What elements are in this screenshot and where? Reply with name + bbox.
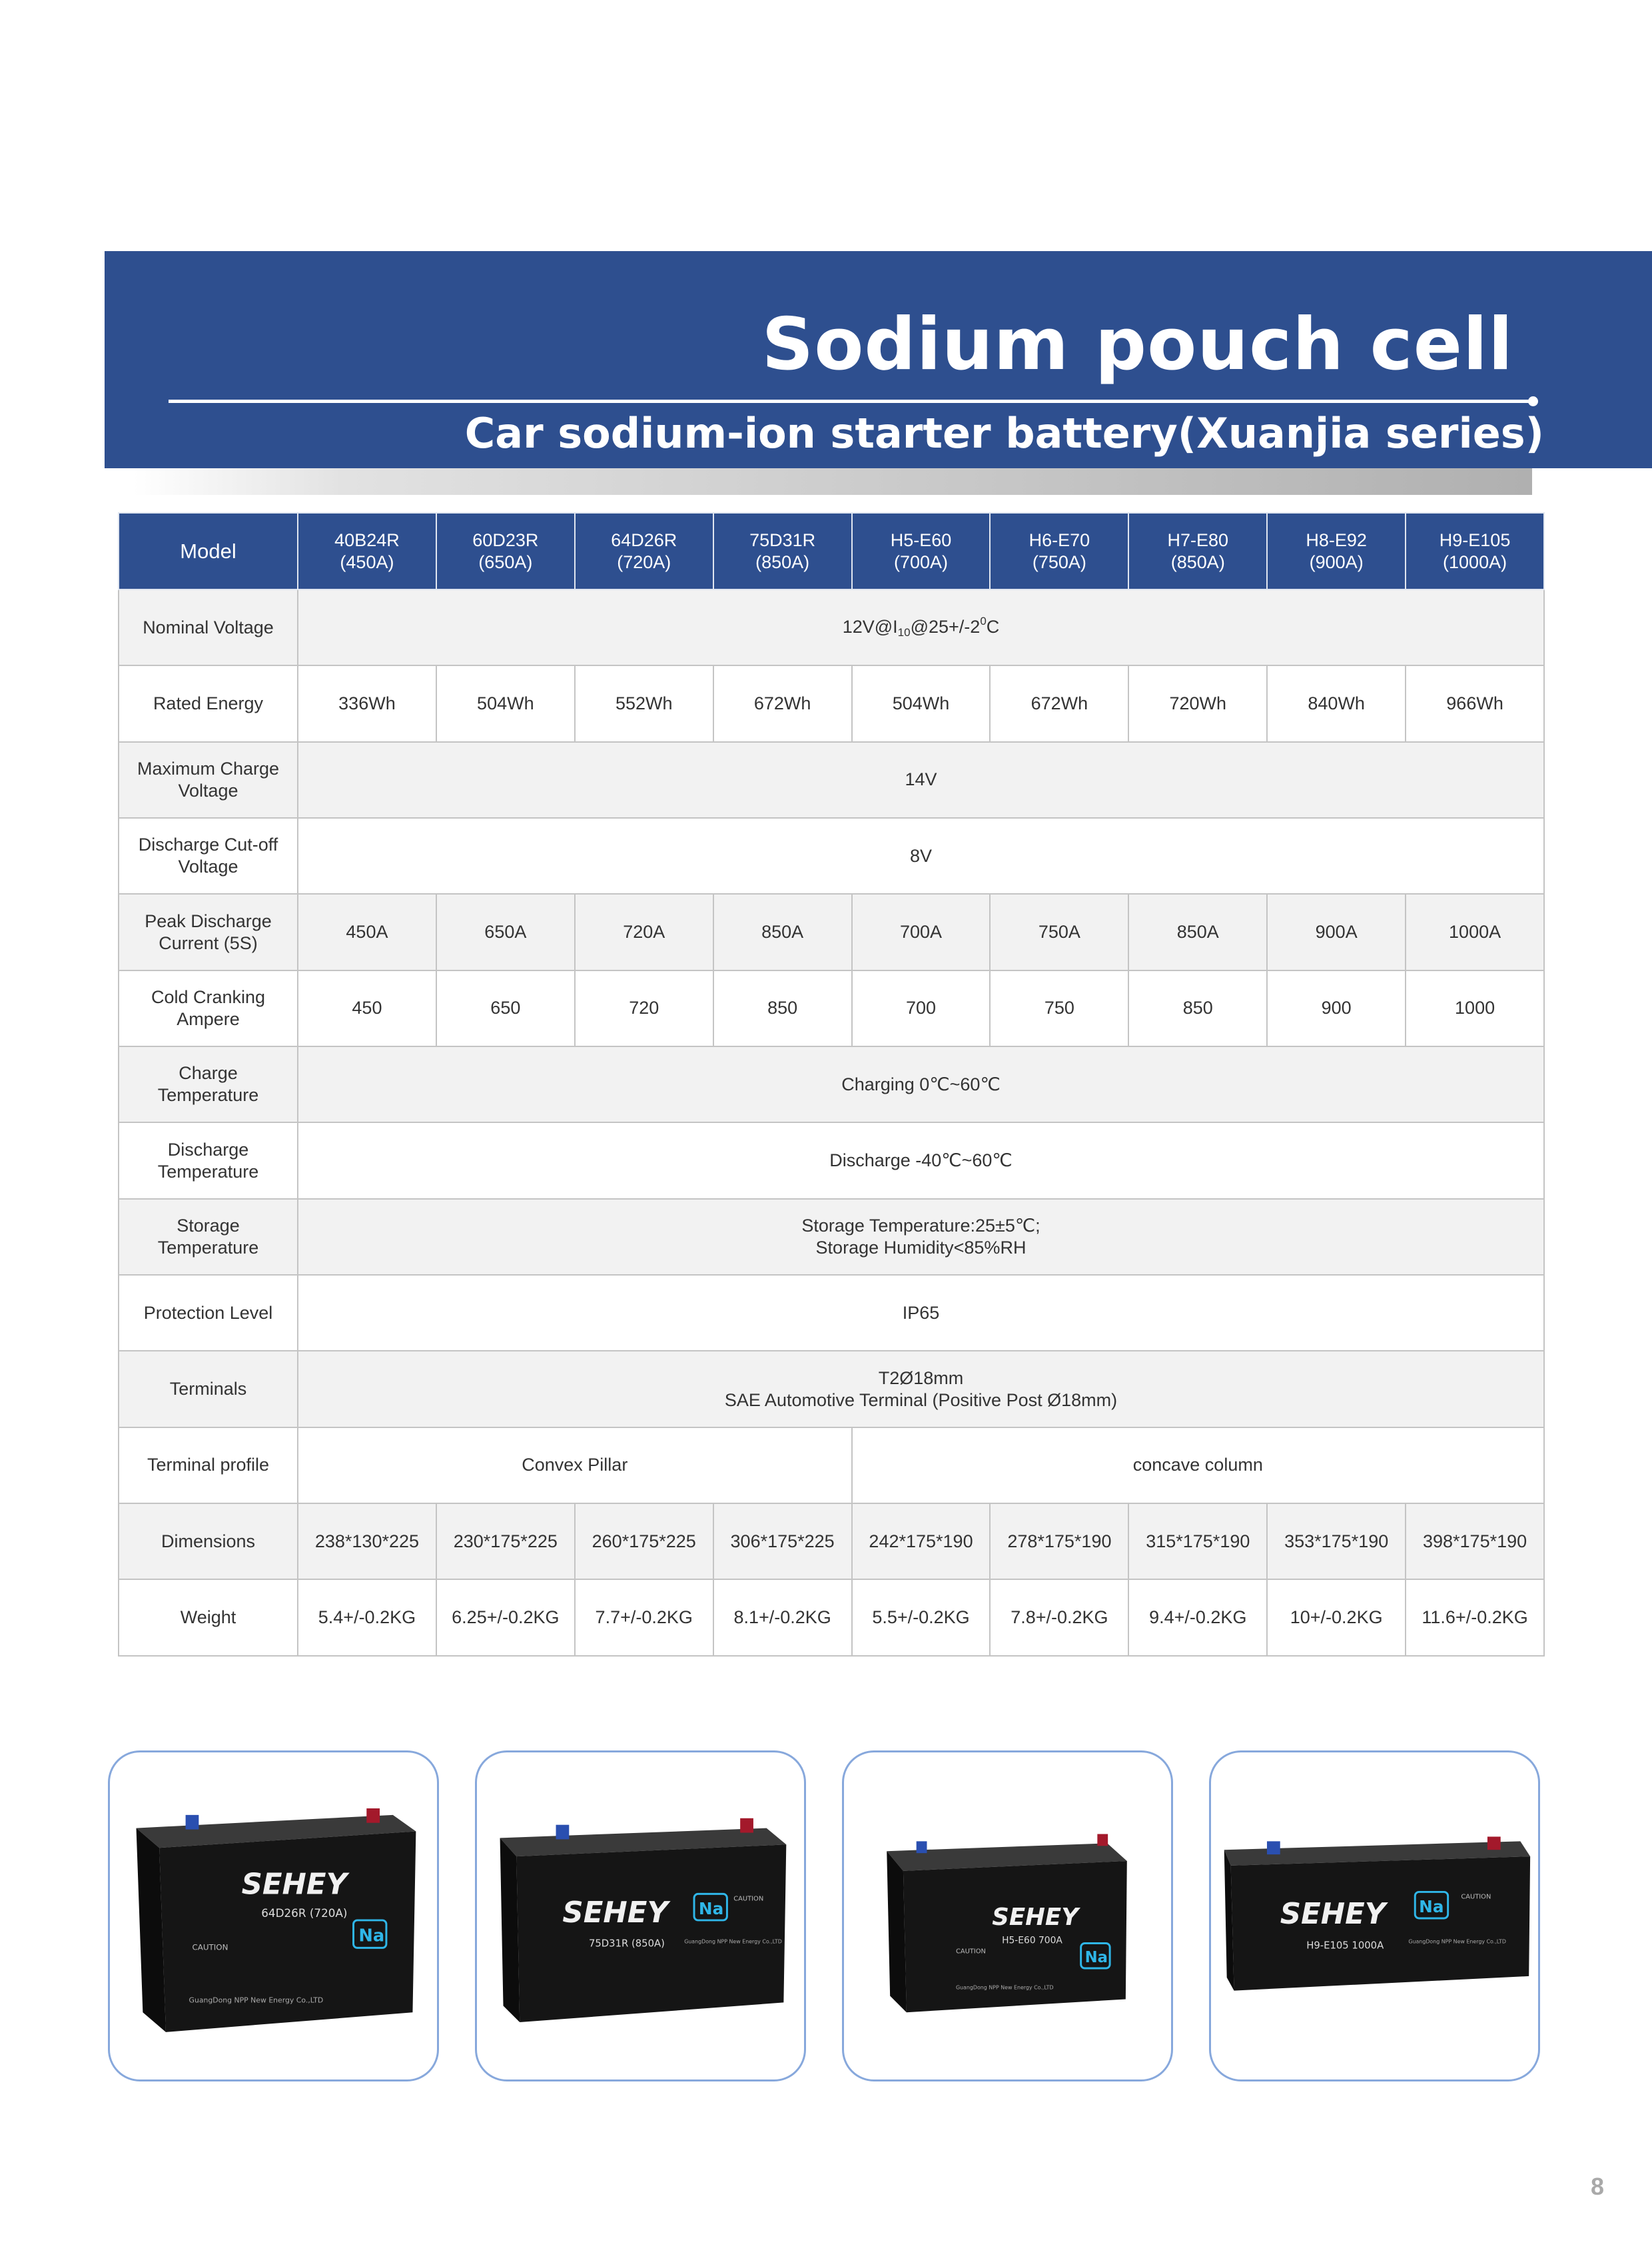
table-cell: 900 — [1267, 970, 1406, 1046]
title-divider-dot — [1528, 396, 1538, 406]
table-cell: 850A — [1128, 894, 1267, 970]
row-label: Nominal Voltage — [119, 589, 298, 665]
svg-text:SEHEY: SEHEY — [241, 1868, 348, 1902]
table-cell: 650A — [436, 894, 575, 970]
table-cell: 850 — [1128, 970, 1267, 1046]
svg-text:Na: Na — [1419, 1897, 1444, 1917]
svg-text:Na: Na — [1084, 1949, 1108, 1967]
svg-text:Na: Na — [698, 1899, 724, 1919]
table-row — [119, 1275, 1544, 1351]
table-cell: 336Wh — [298, 665, 436, 741]
row-label: Cold Cranking Ampere — [119, 970, 298, 1046]
banner-shadow — [133, 468, 1532, 495]
table-cell: 450A — [298, 894, 436, 970]
table-cell: 850A — [713, 894, 852, 970]
battery-image — [477, 1752, 804, 2079]
table-cell: 1000A — [1406, 894, 1544, 970]
row-label: Storage Temperature — [119, 1199, 298, 1275]
row-label: Dimensions — [119, 1503, 298, 1579]
product-card — [842, 1750, 1173, 2081]
table-cell: 11.6+/-0.2KG — [1406, 1579, 1544, 1656]
table-cell: IP65 — [298, 1275, 1544, 1351]
table-cell: 5.4+/-0.2KG — [298, 1579, 436, 1656]
nominal-voltage-value: $12V@I_{10}@25+/-2^0C$ — [298, 589, 1544, 665]
table-row — [119, 1427, 1544, 1503]
model-header-cell: 60D23R (650A) — [436, 513, 575, 589]
table-cell: Discharge -40℃~60℃ — [298, 1122, 1544, 1198]
table-row — [119, 1046, 1544, 1122]
table-cell: 353*175*190 — [1267, 1503, 1406, 1579]
table-row — [119, 970, 1544, 1046]
svg-text:Na: Na — [358, 1926, 385, 1946]
table-cell: 720Wh — [1128, 665, 1267, 741]
table-row — [119, 894, 1544, 970]
table-header-row — [119, 513, 1544, 589]
row-label: Maximum Charge Voltage — [119, 742, 298, 818]
row-label: Charge Temperature — [119, 1046, 298, 1122]
row-label: Discharge Temperature — [119, 1122, 298, 1198]
svg-text:GuangDong NPP New Energy Co.,L: GuangDong NPP New Energy Co.,LTD — [189, 1996, 324, 2005]
model-header: Model — [119, 513, 298, 589]
svg-text:CAUTION: CAUTION — [1461, 1893, 1491, 1901]
model-header-cell: H6-E70 (750A) — [990, 513, 1128, 589]
table-row — [119, 589, 1544, 665]
table-cell: 504Wh — [852, 665, 991, 741]
table-cell: Convex Pillar — [298, 1427, 852, 1503]
table-cell: 672Wh — [990, 665, 1128, 741]
svg-text:SEHEY: SEHEY — [1280, 1897, 1386, 1931]
table-row — [119, 1579, 1544, 1656]
table-cell: 6.25+/-0.2KG — [436, 1579, 575, 1656]
table-cell: 700A — [852, 894, 991, 970]
table-cell: 242*175*190 — [852, 1503, 991, 1579]
table-row — [119, 742, 1544, 818]
battery-image — [1211, 1752, 1538, 2079]
table-cell: 398*175*190 — [1406, 1503, 1544, 1579]
row-label: Rated Energy — [119, 665, 298, 741]
model-header-cell: H9-E105 (1000A) — [1406, 513, 1544, 589]
page-number: 8 — [1590, 2173, 1604, 2200]
table-cell: 238*130*225 — [298, 1503, 436, 1579]
svg-text:64D26R (720A): 64D26R (720A) — [261, 1906, 348, 1920]
page-subtitle: Car sodium-ion starter battery(Xuanjia series) — [464, 409, 1544, 458]
table-row — [119, 818, 1544, 894]
table-row — [119, 1351, 1544, 1427]
table-cell: 552Wh — [575, 665, 713, 741]
row-label: Terminals — [119, 1351, 298, 1427]
svg-text:75D31R (850A): 75D31R (850A) — [588, 1938, 665, 1950]
table-row — [119, 1199, 1544, 1275]
table-cell: 750 — [990, 970, 1128, 1046]
table-cell: Charging 0℃~60℃ — [298, 1046, 1544, 1122]
table-cell: 315*175*190 — [1128, 1503, 1267, 1579]
model-header-cell: H8-E92 (900A) — [1267, 513, 1406, 589]
model-header-cell: 64D26R (720A) — [575, 513, 713, 589]
table-cell: 720A — [575, 894, 713, 970]
battery-image — [844, 1752, 1171, 2079]
row-label: Peak Discharge Current (5S) — [119, 894, 298, 970]
table-cell: 1000 — [1406, 970, 1544, 1046]
product-card — [108, 1750, 439, 2081]
table-cell: 306*175*225 — [713, 1503, 852, 1579]
table-cell: 7.7+/-0.2KG — [575, 1579, 713, 1656]
svg-text:SEHEY: SEHEY — [562, 1896, 668, 1930]
model-header-cell: 75D31R (850A) — [713, 513, 852, 589]
table-row — [119, 665, 1544, 741]
table-cell: 8V — [298, 818, 1544, 894]
table-cell: Storage Temperature:25±5℃; Storage Humidity<85%RH — [298, 1199, 1544, 1275]
model-header-cell: 40B24R (450A) — [298, 513, 436, 589]
table-cell: 750A — [990, 894, 1128, 970]
title-divider — [169, 400, 1534, 403]
table-cell: 966Wh — [1406, 665, 1544, 741]
model-header-cell: H5-E60 (700A) — [852, 513, 991, 589]
table-cell: 230*175*225 — [436, 1503, 575, 1579]
svg-text:GuangDong NPP New Energy Co.,L: GuangDong NPP New Energy Co.,LTD — [955, 1984, 1054, 1991]
spec-table — [118, 512, 1545, 1657]
table-cell: 700 — [852, 970, 991, 1046]
table-cell: 5.5+/-0.2KG — [852, 1579, 991, 1656]
table-cell: 720 — [575, 970, 713, 1046]
table-cell: concave column — [852, 1427, 1544, 1503]
svg-text:H5-E60 700A: H5-E60 700A — [1002, 1935, 1062, 1946]
svg-text:CAUTION: CAUTION — [192, 1942, 228, 1952]
svg-text:H9-E105 1000A: H9-E105 1000A — [1306, 1940, 1384, 1952]
table-row — [119, 1122, 1544, 1198]
table-cell: 672Wh — [713, 665, 852, 741]
row-label: Discharge Cut-off Voltage — [119, 818, 298, 894]
table-cell: 850 — [713, 970, 852, 1046]
svg-text:CAUTION: CAUTION — [955, 1948, 986, 1956]
table-cell: 8.1+/-0.2KG — [713, 1579, 852, 1656]
table-cell: T2Ø18mm SAE Automotive Terminal (Positive Post Ø18mm) — [298, 1351, 1544, 1427]
table-cell: 278*175*190 — [990, 1503, 1128, 1579]
table-cell: 9.4+/-0.2KG — [1128, 1579, 1267, 1656]
table-cell: 10+/-0.2KG — [1267, 1579, 1406, 1656]
product-card — [475, 1750, 806, 2081]
table-cell: 7.8+/-0.2KG — [990, 1579, 1128, 1656]
table-cell: 260*175*225 — [575, 1503, 713, 1579]
table-cell: 504Wh — [436, 665, 575, 741]
row-label: Terminal profile — [119, 1427, 298, 1503]
table-cell: 900A — [1267, 894, 1406, 970]
page-title: Sodium pouch cell — [761, 303, 1513, 386]
row-label: Protection Level — [119, 1275, 298, 1351]
svg-text:SEHEY: SEHEY — [992, 1903, 1078, 1931]
row-label: Weight — [119, 1579, 298, 1656]
svg-text:CAUTION: CAUTION — [733, 1895, 764, 1903]
model-header-cell: H7-E80 (850A) — [1128, 513, 1267, 589]
table-row — [119, 1503, 1544, 1579]
svg-text:GuangDong NPP New Energy Co.,L: GuangDong NPP New Energy Co.,LTD — [684, 1938, 782, 1945]
product-card — [1209, 1750, 1540, 2081]
table-cell: 450 — [298, 970, 436, 1046]
table-cell: 650 — [436, 970, 575, 1046]
svg-text:GuangDong NPP New Energy Co.,L: GuangDong NPP New Energy Co.,LTD — [1408, 1938, 1506, 1945]
table-cell: 840Wh — [1267, 665, 1406, 741]
table-cell: 14V — [298, 742, 1544, 818]
battery-image — [110, 1752, 437, 2079]
